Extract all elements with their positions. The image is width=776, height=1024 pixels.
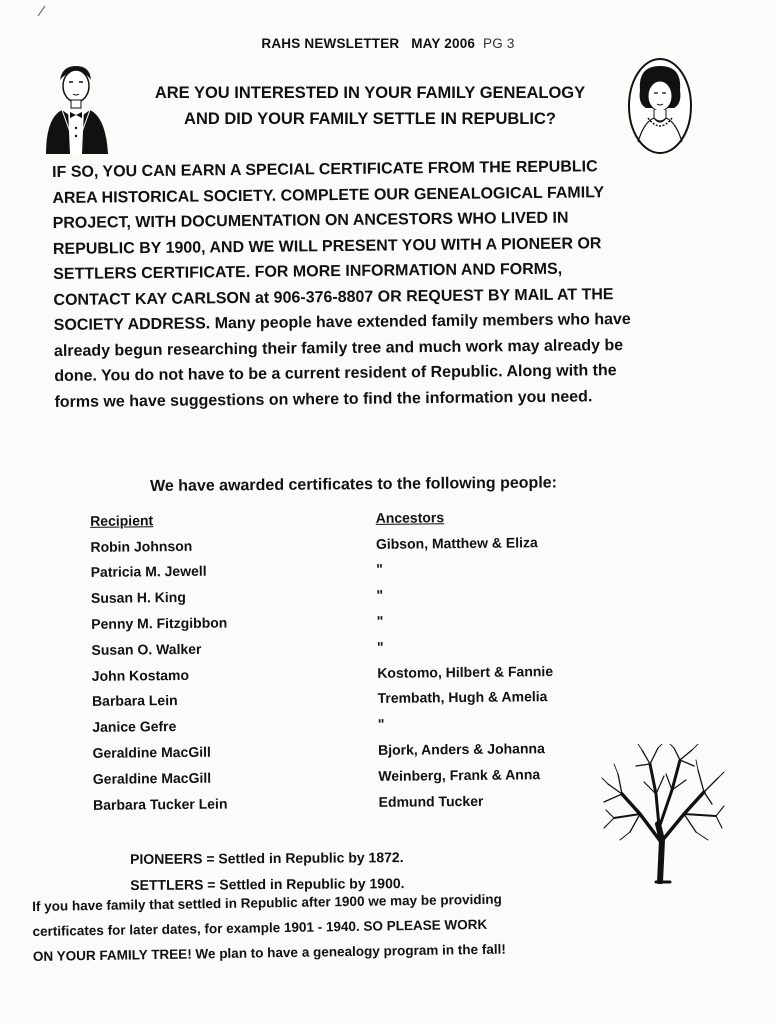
page-number: PG 3 [483,36,515,51]
certificates-table [82,503,605,818]
recipient-name: Robin Johnson [90,537,193,555]
woman-portrait-icon [626,56,694,156]
recipient-name: Geraldine MacGill [92,769,212,787]
ancestor-names: " [377,716,385,733]
ancestor-names: Trembath, Hugh & Amelia [377,688,548,707]
table-row [85,786,605,817]
closing-line: ON YOUR FAMILY TREE! We plan to have a genealogy program in the fall! [32,941,506,964]
ancestor-names: Gibson, Matthew & Eliza [375,533,538,552]
recipient-name: Patricia M. Jewell [90,563,207,581]
newsletter-name: RAHS NEWSLETTER [261,36,400,51]
recipient-column-header: Recipient [90,512,154,529]
intro-paragraph [52,153,705,415]
intro-line: IF SO, YOU CAN EARN A SPECIAL CERTIFICATE FROM THE REPUBLIC [52,158,598,181]
bare-tree-icon [600,744,726,884]
recipient-name: Geraldine MacGill [92,743,211,761]
closing-line: certificates for later dates, for example 1901 - 1940. SO PLEASE WORK [32,916,488,939]
ancestor-names: Kostomo, Hilbert & Fannie [377,662,554,681]
title-line-1: ARE YOU INTERESTED IN YOUR FAMILY GENEALOGY [154,84,586,102]
ancestor-names: Edmund Tucker [378,792,484,810]
scan-mark-icon [36,4,48,16]
intro-line: AREA HISTORICAL SOCIETY. COMPLETE OUR GENEALOGICAL FAMILY [52,183,605,207]
closing-paragraph [32,884,653,969]
ancestor-names: " [376,561,383,578]
recipient-name: John Kostamo [91,666,190,684]
title-line-2: AND DID YOUR FAMILY SETTLE IN REPUBLIC? [184,110,556,128]
intro-line: done. You do not have to be a current resident of Republic. Along with the [54,362,617,385]
newsletter-date: MAY 2006 [411,36,476,51]
recipient-name: Barbara Tucker Lein [93,795,228,813]
recipient-name: Barbara Lein [91,692,178,710]
intro-line: SOCIETY ADDRESS. Many people have extended family members who have [53,310,631,334]
intro-line: already begun researching their family tree and much work may already be [53,336,624,360]
intro-line: forms we have suggestions on where to find the information you need. [54,387,593,411]
intro-line: PROJECT, WITH DOCUMENTATION ON ANCESTORS WHO LIVED IN [52,209,569,232]
closing-line: If you have family that settled in Republic after 1900 we may be providing [32,891,502,914]
intro-line: REPUBLIC BY 1900, AND WE WILL PRESENT YOU WITH A PIONEER OR [52,234,602,258]
ancestors-column-header: Ancestors [375,509,445,526]
ancestor-names: " [376,638,384,655]
newsletter-header [0,36,776,51]
ancestor-names: " [376,612,384,629]
settlers-definition: SETTLERS = Settled in Republic by 1900. [130,875,405,893]
recipient-name: Penny M. Fitzgibbon [91,614,228,632]
ancestor-names: " [376,587,384,604]
recipient-name: Susan O. Walker [91,640,202,658]
man-portrait-icon [40,62,112,156]
ancestor-names: Bjork, Anders & Johanna [377,740,545,758]
recipient-name: Susan H. King [90,589,186,607]
awarded-heading: We have awarded certificates to the following people: [150,474,558,495]
intro-line: CONTACT KAY CARLSON at 906-376-8807 OR REQUEST BY MAIL AT THE [53,285,614,309]
intro-line: SETTLERS CERTIFICATE. FOR MORE INFORMATION AND FORMS, [53,260,563,283]
recipient-name: Janice Gefre [92,718,177,736]
pioneers-definition: PIONEERS = Settled in Republic by 1872. [130,849,404,867]
page-title [110,80,630,132]
ancestor-names: Weinberg, Frank & Anna [378,766,541,784]
